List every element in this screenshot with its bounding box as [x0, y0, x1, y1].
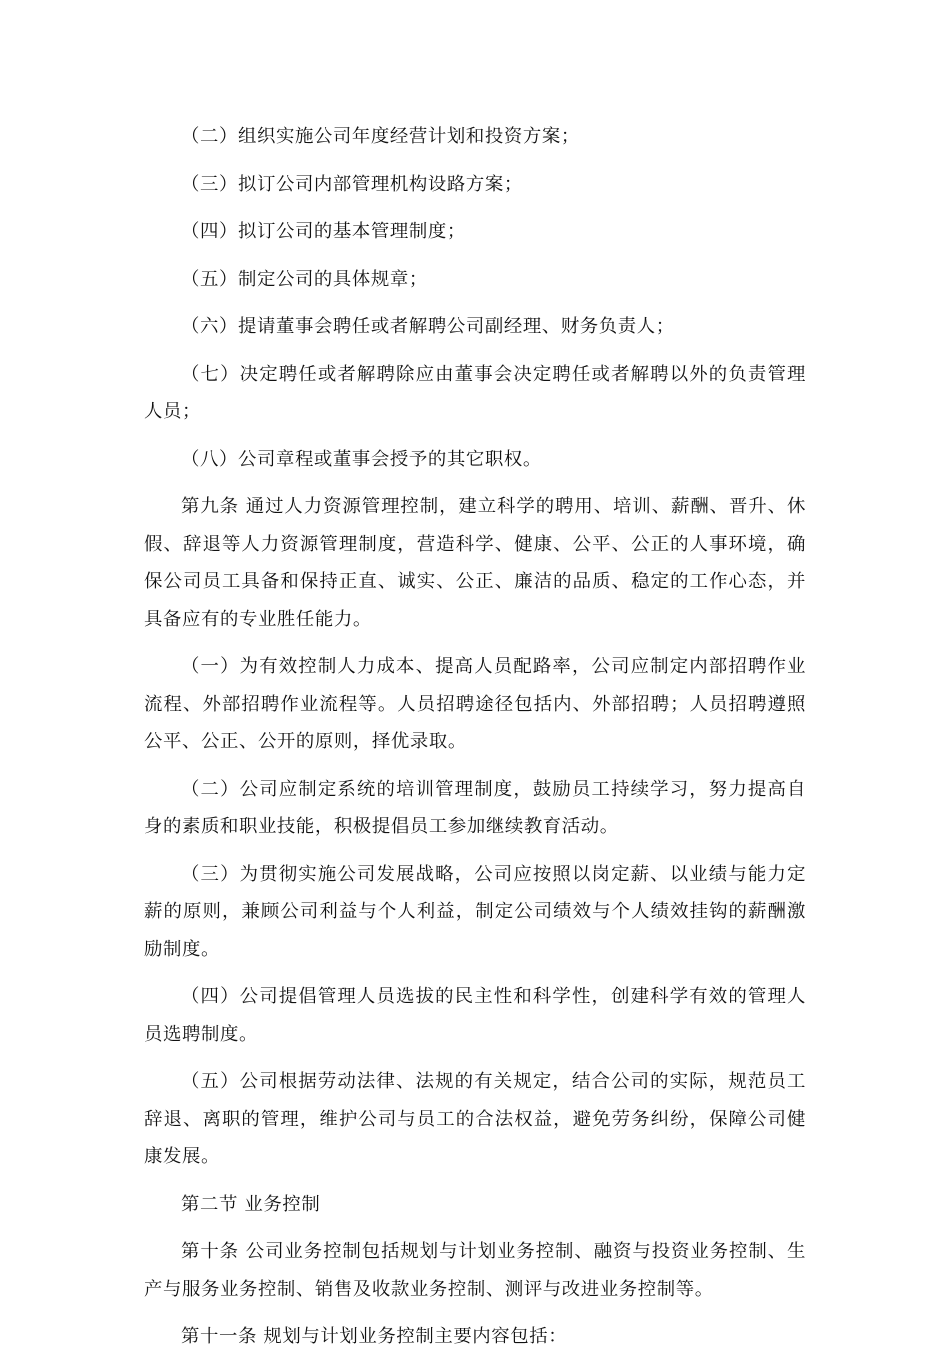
paragraph-item-7: （七）决定聘任或者解聘除应由董事会决定聘任或者解聘以外的负责管理人员； [144, 363, 806, 422]
article-9-item-4: （四）公司提倡管理人员选拔的民主性和科学性，创建科学有效的管理人员选聘制度。 [144, 986, 806, 1045]
article-9-item-5: （五）公司根据劳动法律、法规的有关规定，结合公司的实际，规范员工辞退、离职的管理，维护公司与员工的合法权益，避免劳务纠纷，保障公司健康发展。 [144, 1071, 806, 1167]
paragraph-item-2: （二）组织实施公司年度经营计划和投资方案； [181, 126, 580, 147]
paragraph-item-4: （四）拟订公司的基本管理制度； [181, 221, 466, 242]
article-9: 第九条 通过人力资源管理控制，建立科学的聘用、培训、薪酬、晋升、休假、辞退等人力资源管理制度，营造科学、健康、公平、公正的人事环境，确保公司员工具备和保持正直、诚实、公正、廉洁的品质、稳定的工作心态，并具备应有的专业胜任能力。 [144, 496, 806, 630]
article-9-item-3: （三）为贯彻实施公司发展战略，公司应按照以岗定薪、以业绩与能力定薪的原则，兼顾公司利益与个人利益，制定公司绩效与个人绩效挂钩的薪酬激励制度。 [144, 863, 806, 960]
paragraph-item-3: （三）拟订公司内部管理机构设路方案； [181, 173, 523, 195]
paragraph-item-8: （八）公司章程或董事会授予的其它职权。 [181, 448, 542, 470]
paragraph-item-6: （六）提请董事会聘任或者解聘公司副经理、财务负责人； [181, 316, 675, 337]
document-page [144, 118, 806, 1356]
article-10: 第十条 公司业务控制包括规划与计划业务控制、融资与投资业务控制、生产与服务业务控制、销售及收款业务控制、测评与改进业务控制等。 [144, 1241, 806, 1300]
article-9-item-2: （二）公司应制定系统的培训管理制度，鼓励员工持续学习，努力提高自身的素质和职业技能，积极提倡员工参加继续教育活动。 [144, 778, 806, 837]
article-9-item-1: （一）为有效控制人力成本、提高人员配路率，公司应制定内部招聘作业流程、外部招聘作业流程等。人员招聘途径包括内、外部招聘；人员招聘遵照公平、公正、公开的原则，择优录取。 [144, 656, 806, 752]
section-heading: 第二节 业务控制 [181, 1193, 321, 1215]
article-11: 第十一条 规划与计划业务控制主要内容包括： [181, 1326, 568, 1347]
paragraph-item-5: （五）制定公司的具体规章； [181, 268, 428, 290]
